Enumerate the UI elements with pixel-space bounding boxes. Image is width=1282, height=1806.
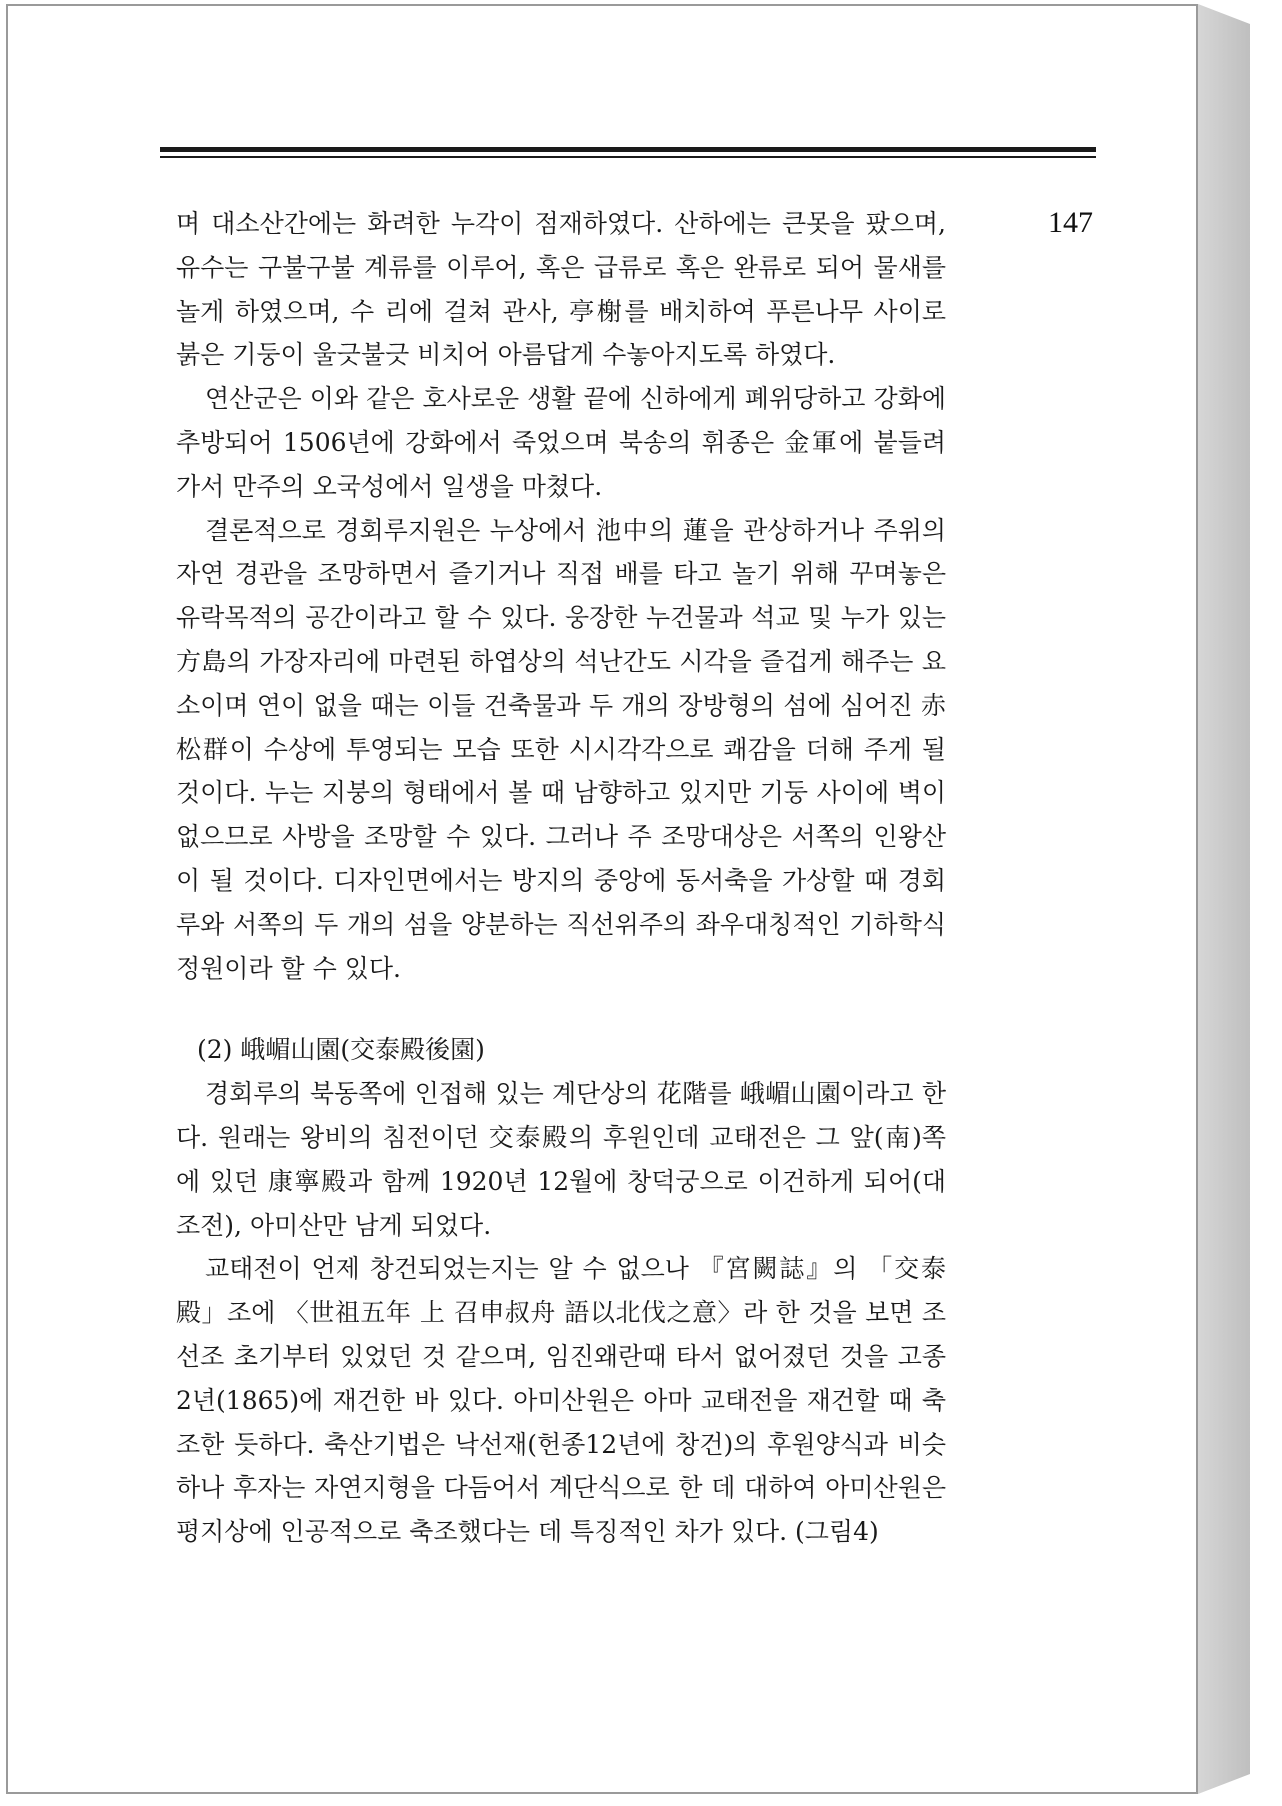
paragraph-yeonsangun: 연산군은 이와 같은 호사로운 생활 끝에 신하에게 폐위당하고 강화에 추방되어 1506년에 강화에서 죽었으며 북송의 휘종은 金軍에 붙들려 가서 만주의 오국성에서 일생을 마쳤다. [176, 384, 946, 501]
paragraph-amisan-intro: 경회루의 북동쪽에 인접해 있는 계단상의 花階를 峨嵋山園이라고 한다. 원래는 왕비의 침전이던 交泰殿의 후원인데 교태전은 그 앞(南)쪽에 있던 康寧殿과 함께 1920년 12월에 창덕궁으로 이건하게 되어(대조전), 아미산만 남게 되었다. [176, 1079, 946, 1240]
section-title: 峨嵋山園(交泰殿後園) [240, 1035, 485, 1065]
paragraph-conclusion: 결론적으로 경회루지원은 누상에서 池中의 蓮을 관상하거나 주위의 자연 경관을 조망하면서 즐기거나 직접 배를 타고 놀기 위해 꾸며놓은 유락목적의 공간이라고 할 수 있다. 웅장한 누건물과 석교 및 누가 있는 方島의 가장자리에 마련된 하엽상의 석난간도 시각을 즐겁게 해주는 요소이며 연이 없을 때는 이들 건축물과 두 개의 장방형의 섬에 심어진 赤松群이 수상에 투영되는 모습 또한 시시각각으로 쾌감을 더해 주게 될 것이다. 누는 지붕의 형태에서 볼 때 남향하고 있지만 기둥 사이에 벽이 없으므로 사방을 조망할 수 있다. 그러나 주 조망대상은 서쪽의 인왕산이 될 것이다. 디자인면에서는 방지의 중앙에 동서축을 가상할 때 경회루와 서쪽의 두 개의 섬을 양분하는 직선위주의 좌우대칭적인 기하학식 정원이라 할 수 있다. [176, 515, 946, 983]
section-gap [176, 990, 946, 1028]
paragraph-continuation: 며 대소산간에는 화려한 누각이 점재하였다. 산하에는 큰못을 팠으며, 유수는 구불구불 계류를 이루어, 혹은 급류로 혹은 완류로 되어 물새를 놀게 하였으며, 수 리에 걸쳐 관사, 亭榭를 배치하여 푸른나무 사이로 붉은 기둥이 울긋불긋 비치어 아름답게 수놓아지도록 하였다. [176, 209, 946, 370]
header-rule-thick [160, 147, 1096, 152]
section-number: (2) [197, 1035, 233, 1065]
book-page [6, 4, 1198, 1794]
page-number: 147 [1048, 206, 1093, 239]
header-rule-thin [160, 156, 1096, 158]
body-text [176, 202, 946, 1554]
page-edge-shadow [1198, 4, 1250, 1794]
paragraph-gyotaejeon-history: 교태전이 언제 창건되었는지는 알 수 없으나 『宮闕誌』의 「交泰殿」조에 〈世祖五年 上 召申叔舟 語以北伐之意〉라 한 것을 보면 조선조 초기부터 있었던 것 같으며, 임진왜란때 타서 없어졌던 것을 고종2년(1865)에 재건한 바 있다. 아미산원은 아마 교태전을 재건할 때 축조한 듯하다. 축산기법은 낙선재(헌종12년에 창건)의 후원양식과 비슷하나 후자는 자연지형을 다듬어서 계단식으로 한 데 대하여 아미산원은 평지상에 인공적으로 축조했다는 데 특징적인 차가 있다. (그림4) [176, 1254, 946, 1547]
section-heading [176, 1028, 946, 1072]
